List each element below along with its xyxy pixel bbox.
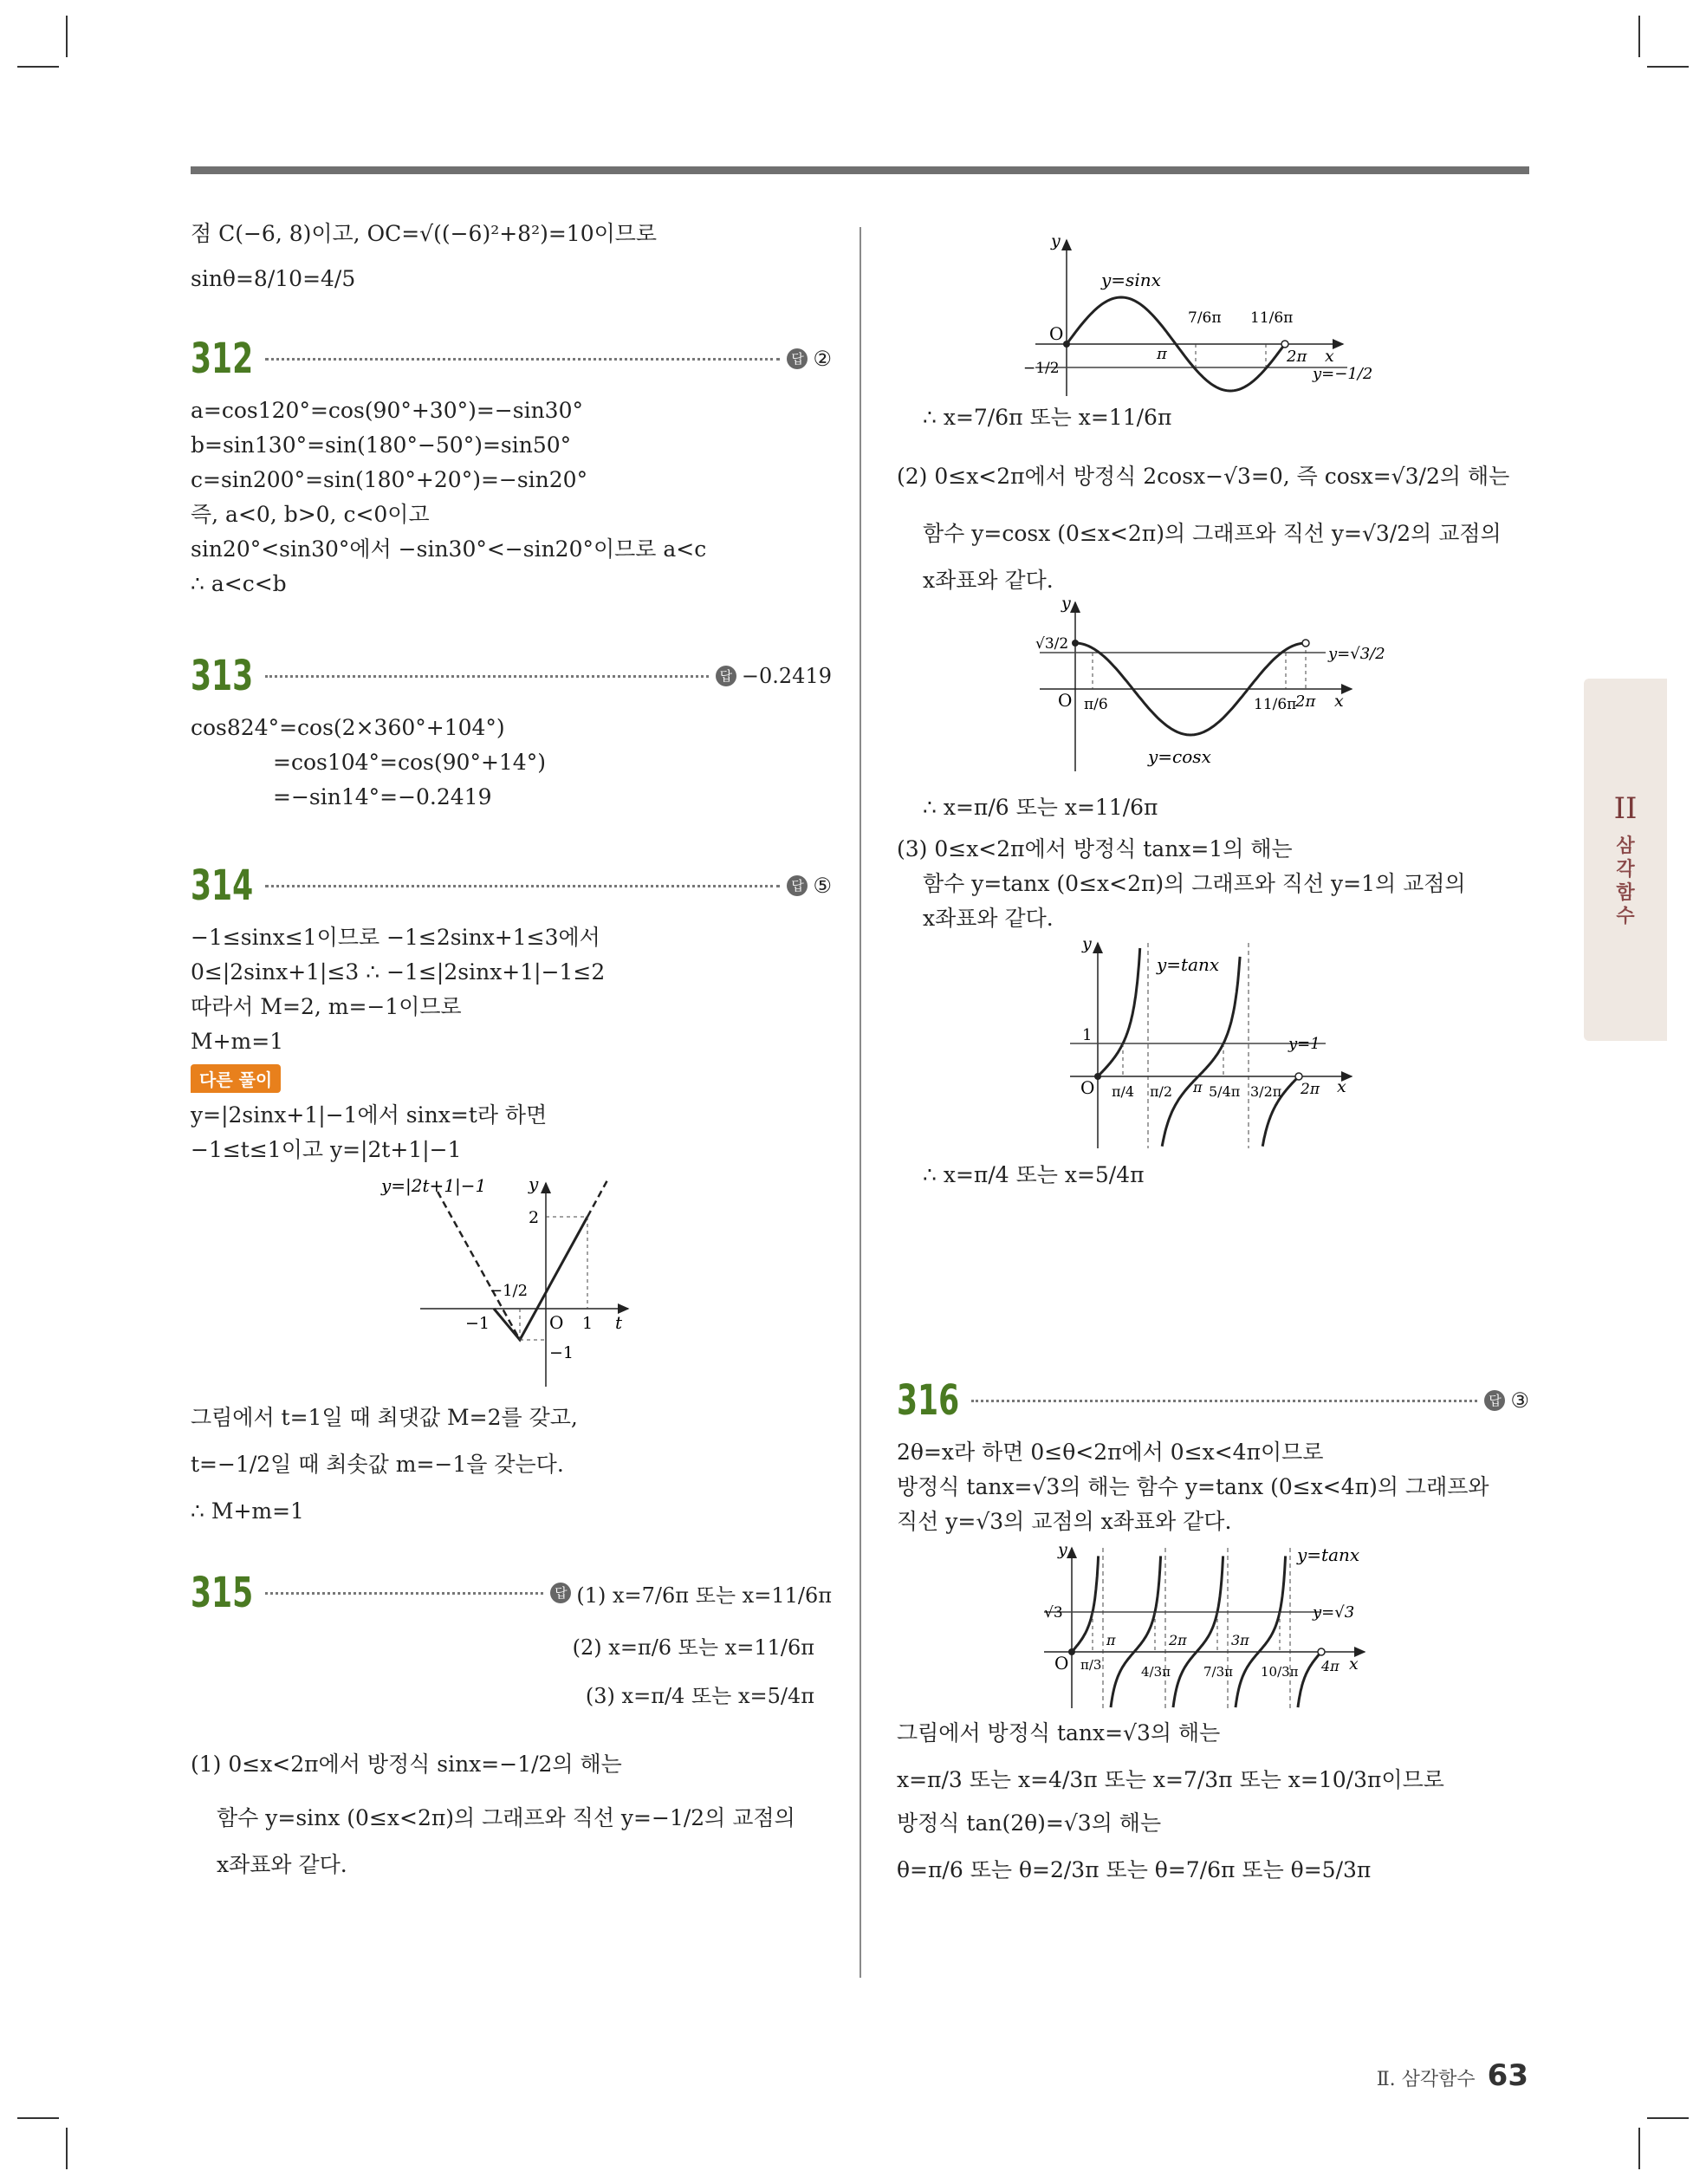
- problem-number: 315: [191, 1569, 254, 1617]
- graph-cos: [897, 598, 1529, 780]
- solution-line: 함수 y=cosx (0≤x<2π)의 그래프와 직선 y=√3/2의 교점의: [923, 521, 1502, 546]
- axis-label: y: [1082, 936, 1092, 953]
- dashed-branch: [587, 1179, 608, 1217]
- tick-label: 5/4π: [1209, 1083, 1241, 1100]
- solution-line: cos824°=cos(2×360°+104°): [191, 715, 505, 740]
- crop-mark: [1638, 16, 1640, 57]
- tan-curve: [1098, 948, 1299, 1147]
- answer-value: ③: [1510, 1388, 1529, 1413]
- solution-line: ∴ x=7/6π 또는 x=11/6π: [923, 405, 1172, 430]
- column-divider: [859, 227, 861, 1978]
- solution-line: t=−1/2일 때 최솟값 m=−1을 갖는다.: [191, 1452, 564, 1477]
- tick-label: π: [1106, 1632, 1116, 1648]
- answer-value: ⑤: [813, 874, 832, 898]
- open-point: [1281, 341, 1288, 348]
- solution-line: ∴ x=π/6 또는 x=11/6π: [923, 795, 1158, 820]
- tick-label: 7/6π: [1188, 309, 1222, 327]
- intro-line: 점 C(−6, 8)이고, OC=√((−6)²+8²)=10이므로: [191, 221, 658, 246]
- solution-line: 직선 y=√3의 교점의 x좌표와 같다.: [897, 1509, 1232, 1534]
- solid-branch: [494, 1217, 587, 1340]
- open-point: [1318, 1648, 1325, 1655]
- page-footer: [1377, 2058, 1528, 2093]
- answer-label: [1484, 1388, 1529, 1413]
- leader-dots: [265, 885, 780, 887]
- right-column: [897, 227, 1529, 1888]
- start-point: [1068, 1648, 1075, 1655]
- axis-label: y: [529, 1174, 539, 1194]
- crop-mark: [1647, 2117, 1689, 2119]
- tick-label: √3: [1044, 1604, 1063, 1622]
- solution-line: 방정식 tan(2θ)=√3의 해는: [897, 1810, 1162, 1836]
- answer-icon: 답: [716, 666, 736, 686]
- solution-line: (2) 0≤x<2π에서 방정식 2cosx−√3=0, 즉 cosx=√3/2의 해는: [897, 464, 1510, 489]
- tick-label: 2π: [1287, 348, 1307, 366]
- open-point: [1295, 1073, 1302, 1080]
- answer-label: [787, 347, 832, 371]
- solution-line: =cos104°=cos(90°+14°): [273, 750, 546, 775]
- tick-label: 4/3π: [1141, 1664, 1171, 1680]
- tick-label: √3/2: [1035, 635, 1069, 653]
- answer-icon: 답: [550, 1583, 571, 1603]
- curve-label: y=tanx: [1157, 954, 1220, 975]
- leader-dots: [265, 358, 780, 361]
- solution-line: 그림에서 t=1일 때 최댓값 M=2를 갖고,: [191, 1405, 578, 1430]
- problem-313-header: [191, 650, 832, 702]
- tick-label: π/2: [1150, 1083, 1173, 1100]
- solution-line: (1) 0≤x<2π에서 방정식 sinx=−1/2의 해는: [191, 1752, 622, 1777]
- alt-solution-badge: 다른 풀이: [191, 1064, 281, 1093]
- start-point: [1063, 341, 1070, 348]
- answer-value: (2) x=π/6 또는 x=11/6π: [572, 1635, 814, 1660]
- tick-label: 11/6π: [1254, 696, 1297, 713]
- line-label: y=−1/2: [1313, 365, 1373, 383]
- answer-label: [550, 1578, 832, 1609]
- answer-icon: 답: [1484, 1390, 1505, 1411]
- tick-label: 11/6π: [1250, 309, 1294, 327]
- axis-label: x: [1334, 692, 1344, 711]
- solution-line: 2θ=x라 하면 0≤θ<2π에서 0≤x<4π이므로: [897, 1440, 1324, 1465]
- leader-dots: [265, 1592, 543, 1595]
- tick-label: π/3: [1080, 1657, 1102, 1673]
- problem-315-header: [191, 1567, 832, 1619]
- tick-label: 3/2π: [1250, 1083, 1282, 1100]
- answer-value: (1) x=7/6π 또는 x=11/6π: [576, 1583, 832, 1608]
- solution-line: (3) 0≤x<2π에서 방정식 tanx=1의 해는: [897, 836, 1293, 861]
- left-column: [191, 217, 832, 1882]
- solution-line: 따라서 M=2, m=−1이므로: [191, 994, 462, 1019]
- solution-line: M+m=1: [191, 1029, 284, 1054]
- tick-label: 1: [582, 1314, 594, 1333]
- solution-line: 그림에서 방정식 tanx=√3의 해는: [897, 1720, 1221, 1745]
- origin-label: O: [1080, 1077, 1095, 1098]
- solution-line: −1≤sinx≤1이므로 −1≤2sinx+1≤3에서: [191, 925, 600, 950]
- line-label: y=√3/2: [1328, 645, 1385, 663]
- solution-line: y=|2sinx+1|−1에서 sinx=t라 하면: [191, 1102, 548, 1128]
- problem-number: 312: [191, 335, 254, 383]
- tick-label: −1: [549, 1343, 574, 1362]
- problem-number: 313: [191, 652, 254, 700]
- answer-value: −0.2419: [741, 664, 832, 688]
- solution-line: 0≤|2sinx+1|≤3 ∴ −1≤|2sinx+1|−1≤2: [191, 959, 606, 985]
- chapter-side-tab: [1584, 679, 1667, 1041]
- curve-label: y=cosx: [1148, 746, 1211, 767]
- tick-label: 2π: [1295, 692, 1316, 711]
- curve-label: y=sinx: [1101, 270, 1161, 290]
- axis-label: x: [1349, 1654, 1359, 1674]
- solution-line: ∴ a<c<b: [191, 571, 287, 596]
- tick-label: π: [1193, 1079, 1203, 1095]
- graph-sin: [897, 227, 1529, 400]
- axis-label: x: [1337, 1077, 1346, 1096]
- solution-line: 방정식 tanx=√3의 해는 함수 y=tanx (0≤x<4π)의 그래프와: [897, 1474, 1489, 1499]
- origin-label: O: [1054, 1653, 1069, 1674]
- graph-tan-4pi: [897, 1539, 1529, 1713]
- solution-line: x=π/3 또는 x=4/3π 또는 x=7/3π 또는 x=10/3π이므로: [897, 1767, 1444, 1792]
- solution-line: ∴ x=π/4 또는 x=5/4π: [923, 1162, 1145, 1187]
- tick-label: 2π: [1169, 1632, 1187, 1648]
- axis-label: x: [1325, 347, 1334, 366]
- solution-line: x좌표와 같다.: [923, 906, 1054, 931]
- intro-line: sinθ=8/10=4/5: [191, 266, 356, 291]
- problem-number: 314: [191, 861, 254, 910]
- start-point: [1094, 1073, 1101, 1080]
- tick-label: −1/2: [490, 1282, 529, 1300]
- tick-label: −1: [465, 1314, 490, 1333]
- start-point: [1072, 640, 1079, 647]
- answer-label: [787, 874, 832, 898]
- solution-line: −1≤t≤1이고 y=|2t+1|−1: [191, 1137, 462, 1162]
- axis-label: y: [1061, 598, 1071, 613]
- solution-line: θ=π/6 또는 θ=2/3π 또는 θ=7/6π 또는 θ=5/3π: [897, 1857, 1372, 1882]
- crop-mark: [1647, 66, 1689, 68]
- leader-dots: [971, 1400, 1477, 1402]
- answer-value: ②: [813, 347, 832, 371]
- crop-mark: [66, 16, 68, 57]
- tick-label: 3π: [1231, 1632, 1249, 1648]
- crop-mark: [17, 66, 59, 68]
- solution-line: 함수 y=tanx (0≤x<2π)의 그래프와 직선 y=1의 교점의: [923, 871, 1466, 896]
- tick-label: π/6: [1084, 696, 1108, 713]
- problem-314-header: [191, 860, 832, 912]
- solution-line: =−sin14°=−0.2419: [273, 784, 492, 809]
- open-point: [1302, 640, 1309, 647]
- chapter-roman: II: [1613, 791, 1638, 826]
- answer-icon: 답: [787, 348, 808, 369]
- origin-label: O: [549, 1312, 564, 1333]
- axis-label: y: [1058, 1540, 1067, 1559]
- solution-line: 함수 y=sinx (0≤x<2π)의 그래프와 직선 y=−1/2의 교점의: [217, 1805, 795, 1830]
- tick-label: π/4: [1112, 1083, 1135, 1100]
- solution-line: x좌표와 같다.: [217, 1852, 347, 1877]
- solution-line: x좌표와 같다.: [923, 568, 1054, 593]
- footer-chapter: Ⅱ. 삼각함수: [1376, 2069, 1476, 2090]
- solution-line: 즉, a<0, b>0, c<0이고: [191, 502, 430, 527]
- tick-label: 4π: [1321, 1658, 1340, 1674]
- chapter-title-vertical: 삼 각 함 수: [1616, 835, 1635, 927]
- crop-mark: [66, 2128, 68, 2169]
- tick-label: 10/3π: [1261, 1664, 1299, 1680]
- tick-label: π: [1157, 345, 1167, 363]
- graph-tan: [897, 936, 1529, 1153]
- tick-label: 2: [529, 1208, 540, 1227]
- crop-mark: [1638, 2128, 1640, 2169]
- graph-abs-2t-plus-1: [191, 1174, 832, 1395]
- crop-mark: [17, 2117, 59, 2119]
- problem-number: 316: [897, 1376, 960, 1425]
- answer-value: (3) x=π/4 또는 x=5/4π: [585, 1684, 814, 1708]
- curve-label: y=|2t+1|−1: [381, 1175, 487, 1196]
- origin-label: O: [1049, 323, 1064, 344]
- solution-line: a=cos120°=cos(90°+30°)=−sin30°: [191, 398, 583, 423]
- axis-label: t: [615, 1312, 623, 1333]
- leader-dots: [265, 675, 709, 678]
- answer-icon: 답: [787, 875, 808, 896]
- answer-label: [716, 664, 832, 688]
- solution-line: ∴ M+m=1: [191, 1498, 304, 1524]
- solution-line: sin20°<sin30°에서 −sin30°<−sin20°이므로 a<c: [191, 536, 707, 562]
- problem-312-header: [191, 333, 832, 385]
- solution-line: c=sin200°=sin(180°+20°)=−sin20°: [191, 467, 588, 492]
- origin-label: O: [1058, 690, 1073, 711]
- problem-316-header: [897, 1375, 1529, 1427]
- tick-label: 7/3π: [1203, 1664, 1233, 1680]
- tick-label: 1: [1082, 1026, 1093, 1044]
- tick-label: −1/2: [1023, 360, 1060, 377]
- page-number: 63: [1487, 2058, 1528, 2093]
- top-rule: [191, 166, 1529, 174]
- solution-line: b=sin130°=sin(180°−50°)=sin50°: [191, 432, 572, 458]
- line-label: y=√3: [1313, 1603, 1355, 1622]
- tick-label: 2π: [1301, 1081, 1320, 1098]
- line-label: y=1: [1288, 1035, 1320, 1053]
- curve-label: y=tanx: [1297, 1544, 1360, 1565]
- axis-label: y: [1051, 231, 1061, 250]
